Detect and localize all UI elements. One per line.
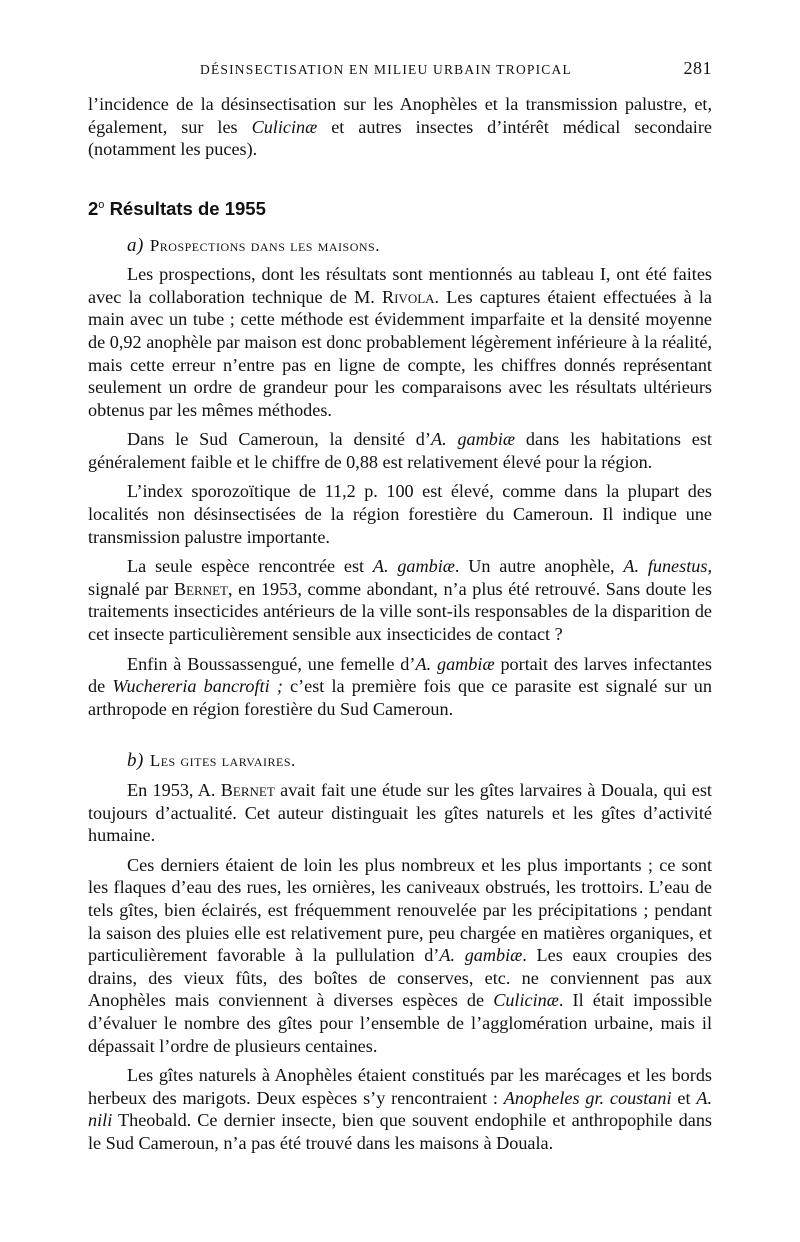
body-text [88, 93, 712, 1155]
species-name: A. nili [88, 1087, 712, 1131]
paragraph-a1: Les prospections, dont les résultats sont mentionnés au tableau I, ont été faites avec la collaboration technique de M. Rivola. Les captures étaient effectuées à la main avec un tube ; cette méthode est évidemment imparfaite et la densité moyenne de 0,92 anophèle par maison est donc probablement légèrement inférieure à la réalité, mais cette erreur n’entre pas en ligne de compte, les chiffres donnés représentant seulement un ordre de grandeur pour les comparaisons avec les résultats ultérieurs obtenus par les mêmes méthodes. [88, 264, 712, 420]
paragraph-a5: Enfin à Boussassengué, une femelle d’A. gambiæ portait des larves infectantes de Wuchereria bancrofti ; c’est la première fois que ce parasite est signalé sur un arthropode en région forestière du Sud Cameroun. [88, 653, 712, 719]
intro-paragraph: l’incidence de la désinsectisation sur les Anophèles et la transmission palustre, et, également, sur les Culicinæ et autres insectes d’intérêt médical secondaire (notamment les puces). [88, 94, 712, 160]
species-name: Culicinæ [251, 116, 318, 137]
subsection-heading-a: a) Prospections dans les maisons. [127, 234, 380, 256]
running-header [88, 58, 712, 79]
species-name: A. gambiæ [372, 556, 455, 577]
species-name: Anopheles gr. coustani [503, 1087, 672, 1108]
paragraph-a2: Dans le Sud Cameroun, la densité d’A. gambiæ dans les habitations est généralement faible et le chiffre de 0,88 est relativement élevé pour la région. [88, 429, 712, 472]
paragraph-b3: Les gîtes naturels à Anophèles étaient constitués par les marécages et les bords herbeux des marigots. Deux espèces s’y rencontraient : Anopheles gr. coustani et A. nili Theobald. Ce dernier insecte, bien que souvent endophile et anthropophile dans le Sud Cameroun, n’a pas été trouvé dans les maisons à Douala. [88, 1065, 712, 1153]
species-name: Culicinæ [493, 990, 559, 1011]
paragraph-b1: En 1953, A. Bernet avait fait une étude sur les gîtes larvaires à Douala, qui est toujours d’actualité. Cet auteur distinguait les gîtes naturels et les gîtes d’activité humaine. [88, 780, 712, 846]
running-title: DÉSINSECTISATION EN MILIEU URBAIN TROPICAL [200, 62, 572, 77]
page-number: 281 [683, 58, 712, 78]
species-name: A. gambiæ [415, 653, 495, 674]
author-name: Bernet [173, 578, 228, 599]
author-name: Bernet [220, 780, 275, 800]
section-heading: 2$^o$ Résultats de 1955 [88, 197, 266, 219]
subsection-heading-b: b) Les gites larvaires. [127, 750, 296, 772]
paragraph-a4: La seule espèce rencontrée est A. gambiæ. Un autre anophèle, A. funestus, signalé par Bernet, en 1953, comme abondant, n’a plus été retrouvé. Sans doute les traitements insecticides antérieurs de la ville sont-ils responsables de la disparition de cet insecte particulièrement sensible aux insecticides de contact ? [88, 556, 712, 645]
paragraph-a3: L’index sporozoïtique de 11,2 p. 100 est élevé, comme dans la plupart des localités non désinsectisées de la région forestière du Cameroun. Il indique une transmission palustre importante. [88, 481, 712, 547]
author-name: Rivola [381, 286, 435, 307]
species-name: Wuchereria bancrofti ; [112, 676, 283, 697]
paragraph-b2: Ces derniers étaient de loin les plus nombreux et les plus importants ; ce sont les flaques d’eau des rues, les ornières, les caniveaux obstrués, les trottoirs. L’eau de tels gîtes, bien éclairés, est fréquemment renouvelée par les précipitations ; pendant la saison des pluies elle est relativement pure, peu chargée en matières organiques, et particulièrement favorable à la pullulation d’A. gambiæ. Les eaux croupies des drains, des vieux fûts, des boîtes de conserves, etc. ne conviennent pas aux Anophèles mais conviennent à diverses espèces de Culicinæ. Il était impossible d’évaluer le nombre des gîtes pour l’ensemble de l’agglomération urbaine, mais il dépassait l’ordre de plusieurs centaines. [88, 854, 712, 1056]
species-name: A. gambiæ [439, 945, 523, 966]
species-name: A. funestus [623, 556, 708, 577]
species-name: A. gambiæ [430, 429, 516, 450]
